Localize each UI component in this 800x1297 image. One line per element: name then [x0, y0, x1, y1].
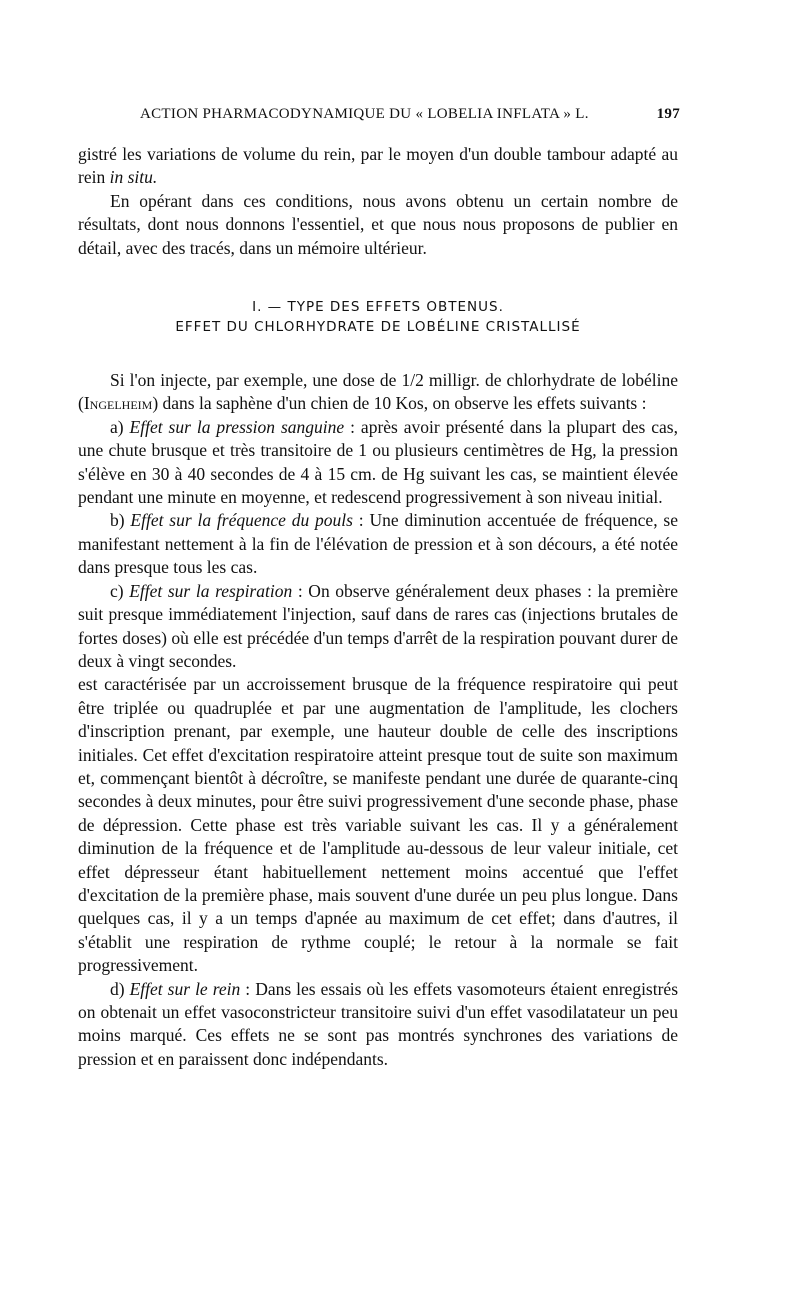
item-title-d: Effet sur le rein [129, 978, 241, 999]
paragraph-a [78, 416, 678, 510]
intro-paragraph-2: En opérant dans ces conditions, nous avons obtenu un certain nombre de résultats, dont nous donnons l'essentiel, et que nous nous proposons de publier en détail, avec des tracés, dans un mémoire ultérieur. [78, 190, 678, 258]
running-title: ACTION PHARMACODYNAMIQUE DU « LOBELIA INFLATA » L. [140, 106, 589, 122]
item-text-b: : Une diminution accentuée de fréquence, se manifestant nettement à la fin de l'élévation de pression et à son décours, a été notée dans presque tous les cas. [78, 510, 678, 578]
body-text [78, 143, 678, 1071]
item-label-d: d) [110, 978, 130, 999]
intro-paragraph-1 [78, 143, 678, 190]
item-title-c: Effet sur la respiration [129, 580, 293, 601]
paragraph-c [78, 580, 678, 674]
spacer [78, 337, 678, 369]
item-text-a: : après avoir présenté dans la plupart des cas, une chute brusque et très transitoire de 1 ou plusieurs centimètres de Hg, la pression s'élève en 30 à 40 secondes de 4 à 15 cm. de Hg suivant les cas, se maintient élevée pendant une minute en moyenne, et redescend progressivement à son niveau initial. [78, 416, 678, 508]
item-text-c: : On observe généralement deux phases : la première suit presque immédiatement l'injection, sauf dans de rares cas (injections brutales de fortes doses) où elle est précédée d'un temps d'arrêt de la respiration pouvant durer de deux à vingt secondes. [78, 580, 678, 671]
intro-text: gistré les variations de volume du rein, par le moyen d'un double tambour adapté au rein [78, 144, 678, 188]
item-label-b: b) [110, 510, 131, 531]
item-title-a: Effet sur la pression sanguine [129, 416, 345, 437]
paragraph-c-continued: est caractérisée par un accroissement brusque de la fréquence respiratoire qui peut être triplée ou quadruplée et par une augmentation de l'amplitude, les clochers d'inscription prenant, par exemple, une hauteur double de celle des inscriptions initiales. Cet effet d'excitation respiratoire atteint presque tout de suite son maximum et, commençant bientôt à décroître, se manifeste pendant une durée de quarante-cinq secondes à deux minutes, pour être suivi progressivement d'une seconde phase, phase de dépression. Cette phase est très variable suivant les cas. Il y a généralement diminution de la fréquence et de l'amplitude au-dessous de leur valeur initiale, cet effet dépresseur étant habituellement nettement moins accentué que l'effet d'excitation de la première phase, mais souvent d'une durée un peu plus longue. Dans quelques cas, il y a un temps d'apnée au maximum de cet effet; dans d'autres, il s'établit une respiration de rythme couplé; le retour à la normale se fait progressivement. [78, 674, 678, 976]
item-label-c: c) [110, 580, 130, 601]
page-number: 197 [656, 106, 680, 122]
paragraph-d [78, 978, 678, 1072]
lead-smallcaps: Ingelheim [83, 393, 153, 414]
section-subheading: EFFET DU CHLORHYDRATE DE LOBÉLINE CRISTALLISÉ [175, 319, 581, 336]
item-text-d: : Dans les essais où les effets vasomoteurs étaient enregistrés on obtenait un effet vasoconstricteur transitoire suivi d'un effet vasodilatateur un peu moins marqué. Ces effets ne se sont pas montrés synchrones des variations de pression et en paraissent donc indépendants. [78, 978, 679, 1069]
lead-paragraph [78, 369, 678, 416]
item-label-a: a) [110, 416, 130, 437]
lead-text-end: ) dans la saphène d'un chien de 10 Kos, on observe les effets suivants : [152, 393, 647, 414]
item-title-b: Effet sur la fréquence du pouls [130, 510, 353, 531]
lead-text: Si l'on injecte, par exemple, une dose de 1/2 milligr. de chlorhydrate de lobéline ( [78, 370, 678, 414]
intro-emphasis: in situ. [109, 167, 158, 188]
paragraph-b [78, 509, 678, 579]
section-heading: I. — TYPE DES EFFETS OBTENUS. [252, 299, 504, 316]
